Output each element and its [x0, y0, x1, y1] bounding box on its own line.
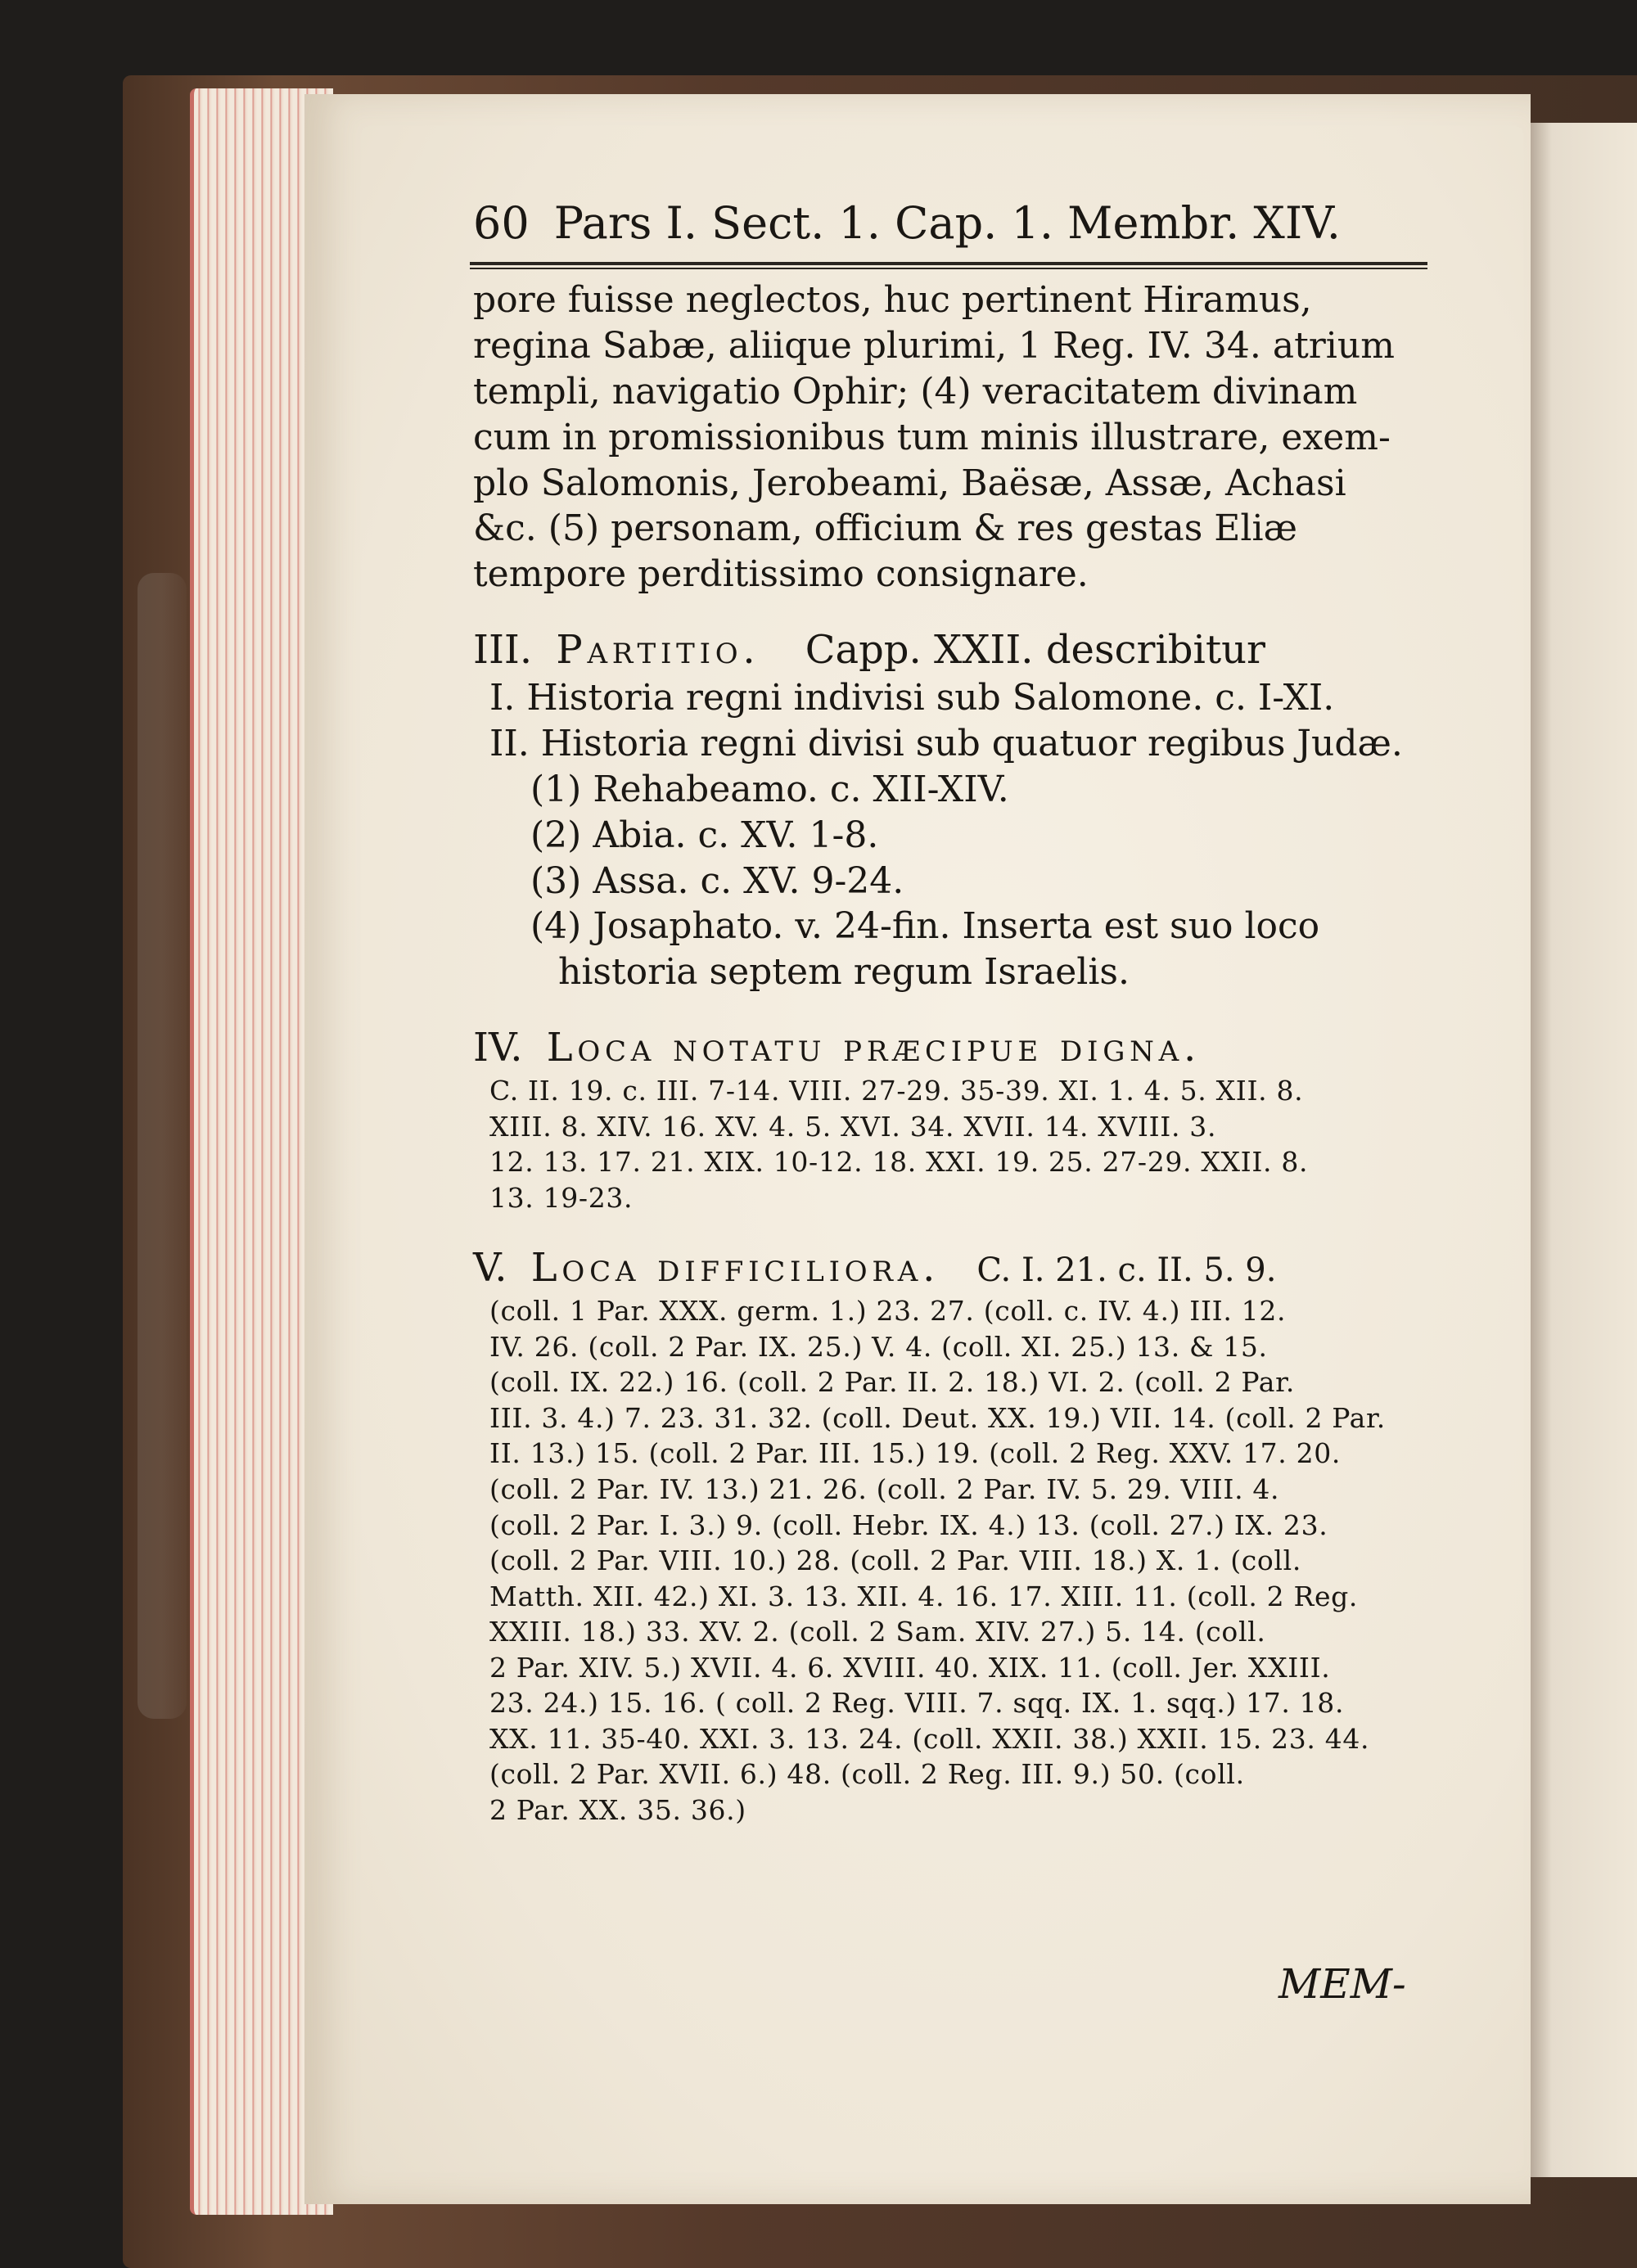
section-heading [473, 1023, 1427, 1073]
reference-line: 2 Par. XIV. 5.) XVII. 4. 6. XVIII. 40. XIX. 11. (coll. Jer. XXIII. [489, 1651, 1331, 1684]
reference-line: (coll. IX. 22.) 16. (coll. 2 Par. II. 2. 18.) VI. 2. (coll. 2 Par. [489, 1366, 1296, 1399]
section-partitio [473, 625, 1427, 995]
reference-line: (coll. 2 Par. IV. 13.) 21. 26. (coll. 2 Par. IV. 5. 29. VIII. 4. [489, 1473, 1280, 1506]
reference-line: (coll. 1 Par. XXX. germ. 1.) 23. 27. (coll. c. IV. 4.) III. 12. [489, 1295, 1287, 1328]
text-line: &c. (5) personam, officium & res gestas Eliæ [473, 507, 1297, 550]
partitio-subitem: (3) Assa. c. XV. 9-24. [530, 859, 904, 902]
catchword: MEM- [1278, 1960, 1406, 2008]
section-heading [473, 1243, 1427, 1293]
reference-line: 23. 24.) 15. 16. ( coll. 2 Reg. VIII. 7. sqq. IX. 1. sqq.) 17. 18. [489, 1687, 1345, 1720]
partitio-subitem: (1) Rehabeamo. c. XII-XIV. [530, 768, 1009, 810]
section-heading [473, 625, 1427, 675]
reference-line: Matth. XII. 42.) XI. 3. 13. XII. 4. 16. 17. XIII. 11. (coll. 2 Reg. [489, 1580, 1359, 1612]
reference-line: C. II. 19. c. III. 7-14. VIII. 27-29. 35-39. XI. 1. 4. 5. XII. 8. [489, 1075, 1304, 1107]
partitio-subitem: (4) Josaphato. v. 24-fin. Inserta est suo loco [530, 905, 1320, 948]
running-header [473, 197, 1427, 249]
reference-line: XX. 11. 35-40. XXI. 3. 13. 24. (coll. XXII. 38.) XXII. 15. 23. 44. [489, 1722, 1370, 1755]
reference-line: (coll. 2 Par. VIII. 10.) 28. (coll. 2 Par. VIII. 18.) X. 1. (coll. [489, 1544, 1301, 1577]
reference-line: 12. 13. 17. 21. XIX. 10-12. 18. XXI. 19. 25. 27-29. XXII. 8. [489, 1146, 1309, 1179]
reference-line: XIII. 8. XIV. 16. XV. 4. 5. XVI. 34. XVII. 14. XVIII. 3. [489, 1110, 1217, 1143]
text-line: pore fuisse neglectos, huc pertinent Hiramus, [473, 279, 1312, 321]
reference-line: 13. 19-23. [489, 1181, 634, 1214]
section-loca-notatu [473, 1023, 1427, 1215]
reference-line: XXIII. 18.) 33. XV. 2. (coll. 2 Sam. XIV. 27.) 5. 14. (coll. [489, 1616, 1266, 1648]
text-line: regina Sabæ, aliique plurimi, 1 Reg. IV. 34. atrium [473, 324, 1395, 367]
section-label: Loca notatu præcipue digna. [546, 1025, 1201, 1071]
reference-line: (coll. 2 Par. I. 3.) 9. (coll. Hebr. IX. 4.) 13. (coll. 27.) IX. 23. [489, 1508, 1328, 1541]
section-heading-rest: C. I. 21. c. II. 5. 9. [976, 1251, 1277, 1290]
section-loca-difficiliora [473, 1243, 1427, 1828]
text-line: tempore perditissimo consignare. [473, 553, 1089, 596]
section-numeral: V. [473, 1245, 507, 1292]
running-title: Pars I. Sect. 1. Cap. 1. Membr. XIV. [553, 197, 1341, 249]
text-line: templi, navigatio Ophir; (4) veracitatem divinam [473, 370, 1358, 413]
text-line: cum in promissionibus tum minis illustrare, exem- [473, 416, 1391, 458]
page-number: 60 [473, 197, 530, 249]
reference-line: IV. 26. (coll. 2 Par. IX. 25.) V. 4. (coll. XI. 25.) 13. & 15. [489, 1330, 1268, 1363]
section-heading-rest: Capp. XXII. describitur [805, 627, 1265, 674]
facing-page-edge [1531, 123, 1637, 2177]
partitio-subitem: (2) Abia. c. XV. 1-8. [530, 814, 879, 856]
section-label: Loca difficiliora. [530, 1245, 940, 1292]
text-line: plo Salomonis, Jerobeami, Baësæ, Assæ, Achasi [473, 462, 1346, 504]
intro-paragraph [473, 277, 1427, 597]
partitio-item: II. Historia regni divisi sub quatuor regibus Judæ. [489, 722, 1403, 764]
page-text [473, 197, 1427, 1828]
section-numeral: IV. [473, 1025, 523, 1071]
partitio-item: I. Historia regni indivisi sub Salomone. c. I-XI. [489, 677, 1335, 719]
reference-line: (coll. 2 Par. XVII. 6.) 48. (coll. 2 Reg. III. 9.) 50. (coll. [489, 1758, 1245, 1791]
header-rule [470, 262, 1427, 269]
partitio-continuation: historia septem regum Israelis. [558, 951, 1130, 994]
section-numeral: III. [473, 627, 533, 674]
reference-line: 2 Par. XX. 35. 36.) [489, 1793, 746, 1826]
reference-line: II. 13.) 15. (coll. 2 Par. III. 15.) 19. (coll. 2 Reg. XXV. 17. 20. [489, 1437, 1342, 1470]
section-label: Partitio. [556, 627, 760, 674]
cover-wear [138, 573, 187, 1719]
reference-line: III. 3. 4.) 7. 23. 31. 32. (coll. Deut. XX. 19.) VII. 14. (coll. 2 Par. [489, 1401, 1386, 1434]
